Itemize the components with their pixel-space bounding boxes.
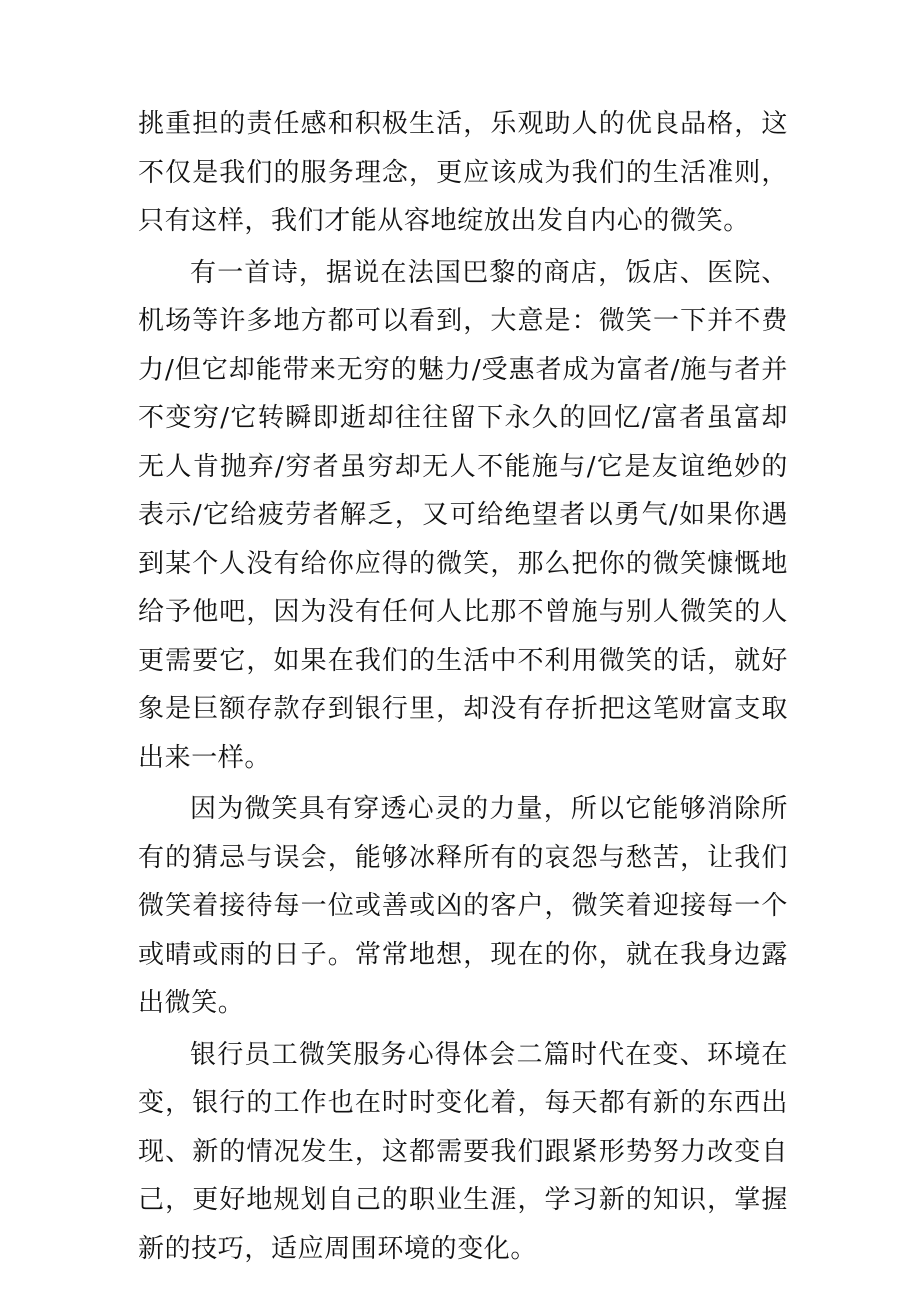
paragraph-second-essay: 银行员工微笑服务心得体会二篇时代在变、环境在变，银行的工作也在时时变化着，每天都有新的东西出现、新的情况发生，这都需要我们跟紧形势努力改变自己，更好地规划自己的职业生涯，学习新的知识，掌握新的技巧，适应周围环境的变化。	[138, 1039, 788, 1264]
paragraph-continuation: 挑重担的责任感和积极生活，乐观助人的优良品格，这不仅是我们的服务理念，更应该成为我们的生活准则，只有这样，我们才能从容地绽放出发自内心的微笑。	[138, 109, 788, 236]
paragraph-smile-power: 因为微笑具有穿透心灵的力量，所以它能够消除所有的猜忌与误会，能够冰释所有的哀怨与愁苦，让我们微笑着接待每一位或善或凶的客户，微笑着迎接每一个或晴或雨的日子。常常地想，现在的你，就在我身边露出微笑。	[138, 794, 788, 1018]
paragraph-poem: 有一首诗，据说在法国巴黎的商店，饭店、医院、机场等许多地方都可以看到，大意是：微笑一下并不费力/但它却能带来无穷的魅力/受惠者成为富者/施与者并不变穷/它转瞬即逝却往往留下永久的回忆/富者虽富却无人肯抛弃/穷者虽穷却无人不能施与/它是友谊绝妙的表示/它给疲劳者解乏，又可给绝望者以勇气/如果你遇到某个人没有给你应得的微笑，那么把你的微笑慷慨地给予他吧，因为没有任何人比那不曾施与别人微笑的人更需要它，如果在我们的生活中不利用微笑的话，就好象是巨额存款存到银行里，却没有存折把这笔财富支取出来一样。	[138, 257, 788, 773]
document-body	[138, 100, 788, 1276]
